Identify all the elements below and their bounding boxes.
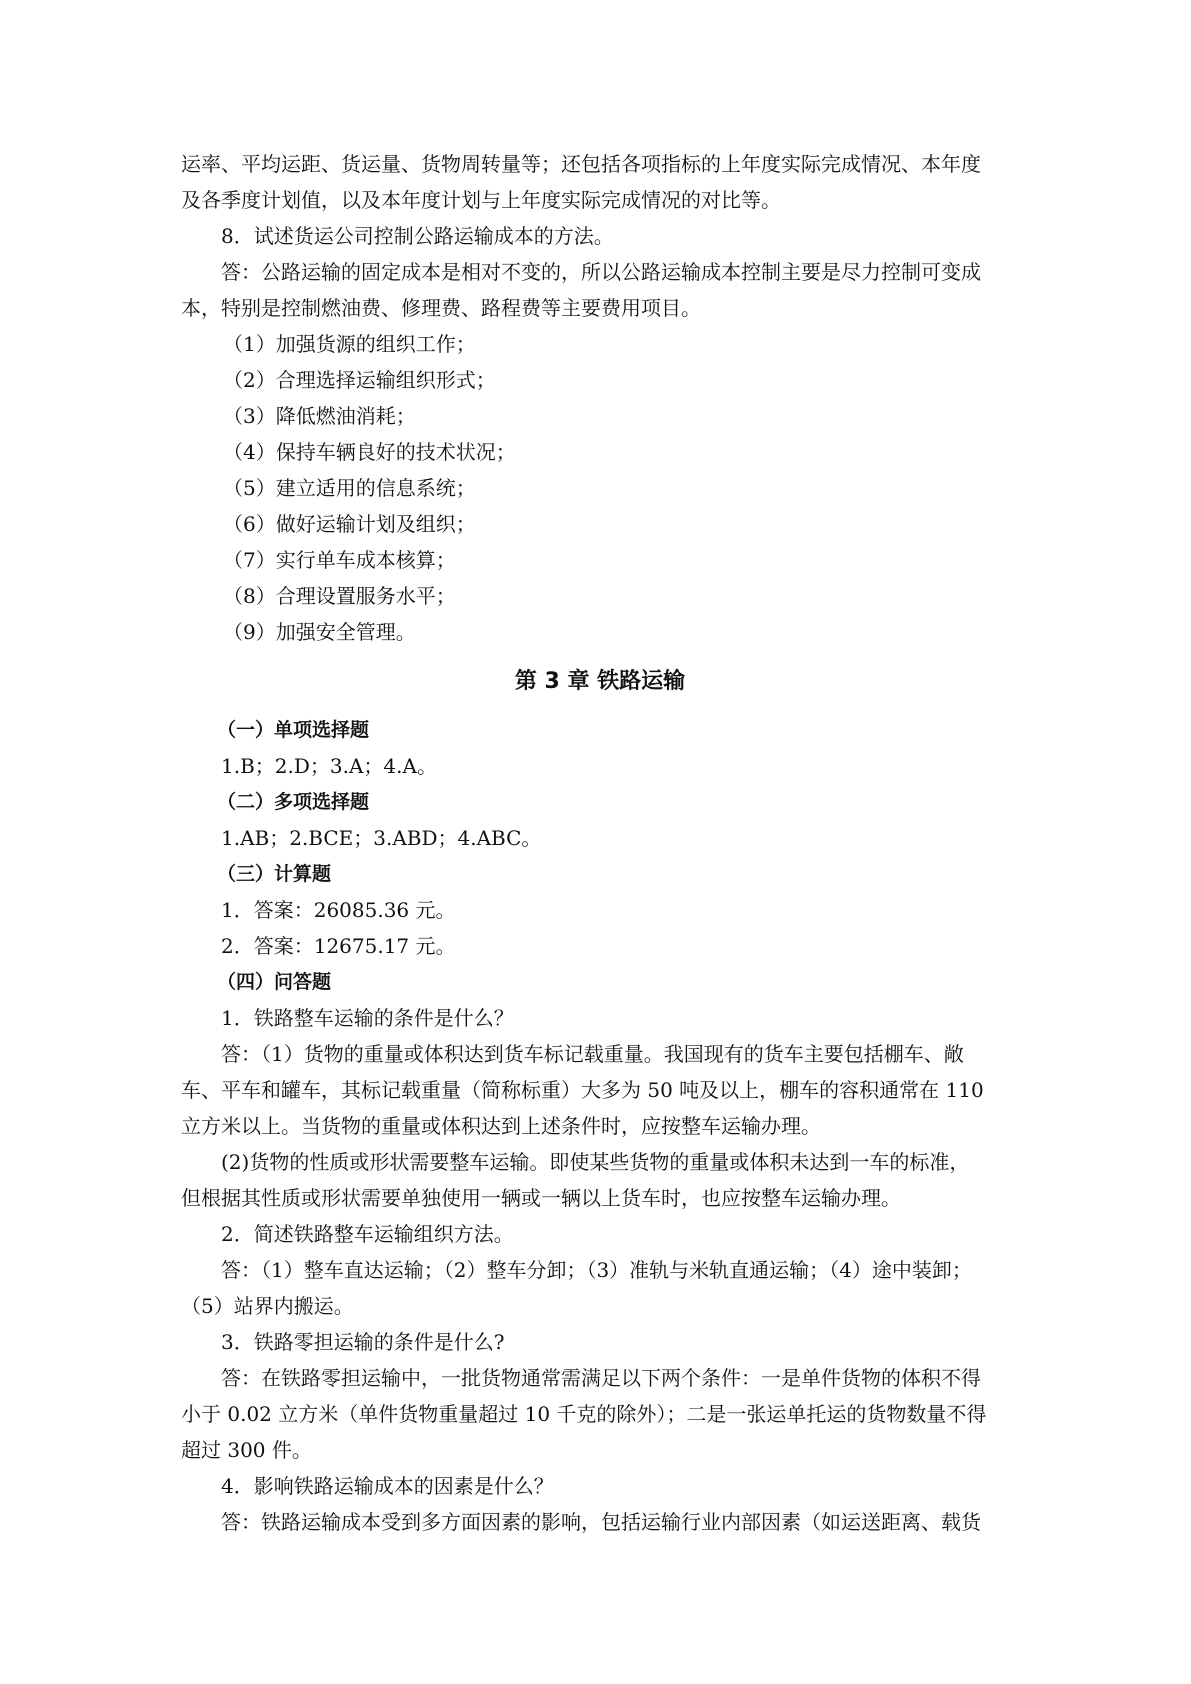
list-item: （4）保持车辆良好的技术状况； (223, 440, 516, 464)
question-line: 3．铁路零担运输的条件是什么? (221, 1330, 505, 1354)
answer-line: 超过 300 件。 (181, 1438, 312, 1462)
question-8: 8．试述货运公司控制公路运输成本的方法。 (221, 224, 614, 248)
chapter-title: 第 3 章 铁路运输 (514, 669, 686, 694)
answer-line: 2．答案：12675.17 元。 (221, 934, 456, 958)
list-item: （2）合理选择运输组织形式； (223, 368, 496, 392)
answer-line: 1.B；2.D；3.A；4.A。 (221, 754, 437, 778)
answer-line: 立方米以上。当货物的重量或体积达到上述条件时，应按整车运输办理。 (181, 1114, 821, 1138)
answer-line: 小于 0.02 立方米（单件货物重量超过 10 千克的除外）；二是一张运单托运的货物数量不得 (181, 1402, 987, 1426)
answer-line: 答：在铁路零担运输中，一批货物通常需满足以下两个条件：一是单件货物的体积不得 (221, 1366, 981, 1390)
answer-line: 1．答案：26085.36 元。 (221, 898, 456, 922)
answer-8-line: 答：公路运输的固定成本是相对不变的，所以公路运输成本控制主要是尽力控制可变成 (221, 260, 981, 284)
list-item: （1）加强货源的组织工作； (223, 332, 476, 356)
paragraph-line: 运率、平均运距、货运量、货物周转量等；还包括各项指标的上年度实际完成情况、本年度 (181, 152, 981, 176)
list-item: （9）加强安全管理。 (223, 620, 416, 644)
list-item: （5）建立适用的信息系统； (223, 476, 476, 500)
answer-line: 答：（1）货物的重量或体积达到货车标记载重量。我国现有的货车主要包括棚车、敞 (221, 1042, 964, 1066)
answer-line: 车、平车和罐车，其标记载重量（简称标重）大多为 50 吨及以上，棚车的容积通常在 110 (181, 1078, 984, 1102)
list-item: （6）做好运输计划及组织； (223, 512, 476, 536)
section-heading: （四）问答题 (217, 971, 332, 993)
method-list (181, 326, 1019, 650)
answer-line: 答：铁路运输成本受到多方面因素的影响，包括运输行业内部因素（如运送距离、载货 (221, 1510, 981, 1534)
answer-line: (2)货物的性质或形状需要整车运输。即使某些货物的重量或体积未达到一车的标准， (221, 1150, 970, 1174)
paragraph-line: 及各季度计划值，以及本年度计划与上年度实际完成情况的对比等。 (181, 188, 781, 212)
answer-line: （5）站界内搬运。 (181, 1294, 354, 1318)
list-item: （7）实行单车成本核算； (223, 548, 456, 572)
list-item: （8）合理设置服务水平； (223, 584, 456, 608)
answer-line: 但根据其性质或形状需要单独使用一辆或一辆以上货车时，也应按整车运输办理。 (181, 1186, 901, 1210)
question-line: 2．简述铁路整车运输组织方法。 (221, 1222, 514, 1246)
answer-8-line: 本，特别是控制燃油费、修理费、路程费等主要费用项目。 (181, 296, 701, 320)
section-heading: （三）计算题 (217, 863, 332, 885)
section-heading: （二）多项选择题 (217, 791, 370, 813)
section-heading: （一）单项选择题 (217, 719, 370, 741)
answer-line: 答：（1）整车直达运输；（2）整车分卸；（3）准轨与米轨直通运输；（4）途中装卸； (221, 1258, 972, 1282)
list-item: （3）降低燃油消耗； (223, 404, 416, 428)
answer-line: 1.AB；2.BCE；3.ABD；4.ABC。 (221, 826, 542, 850)
question-line: 4．影响铁路运输成本的因素是什么？ (221, 1474, 554, 1498)
question-line: 1．铁路整车运输的条件是什么？ (221, 1006, 514, 1030)
